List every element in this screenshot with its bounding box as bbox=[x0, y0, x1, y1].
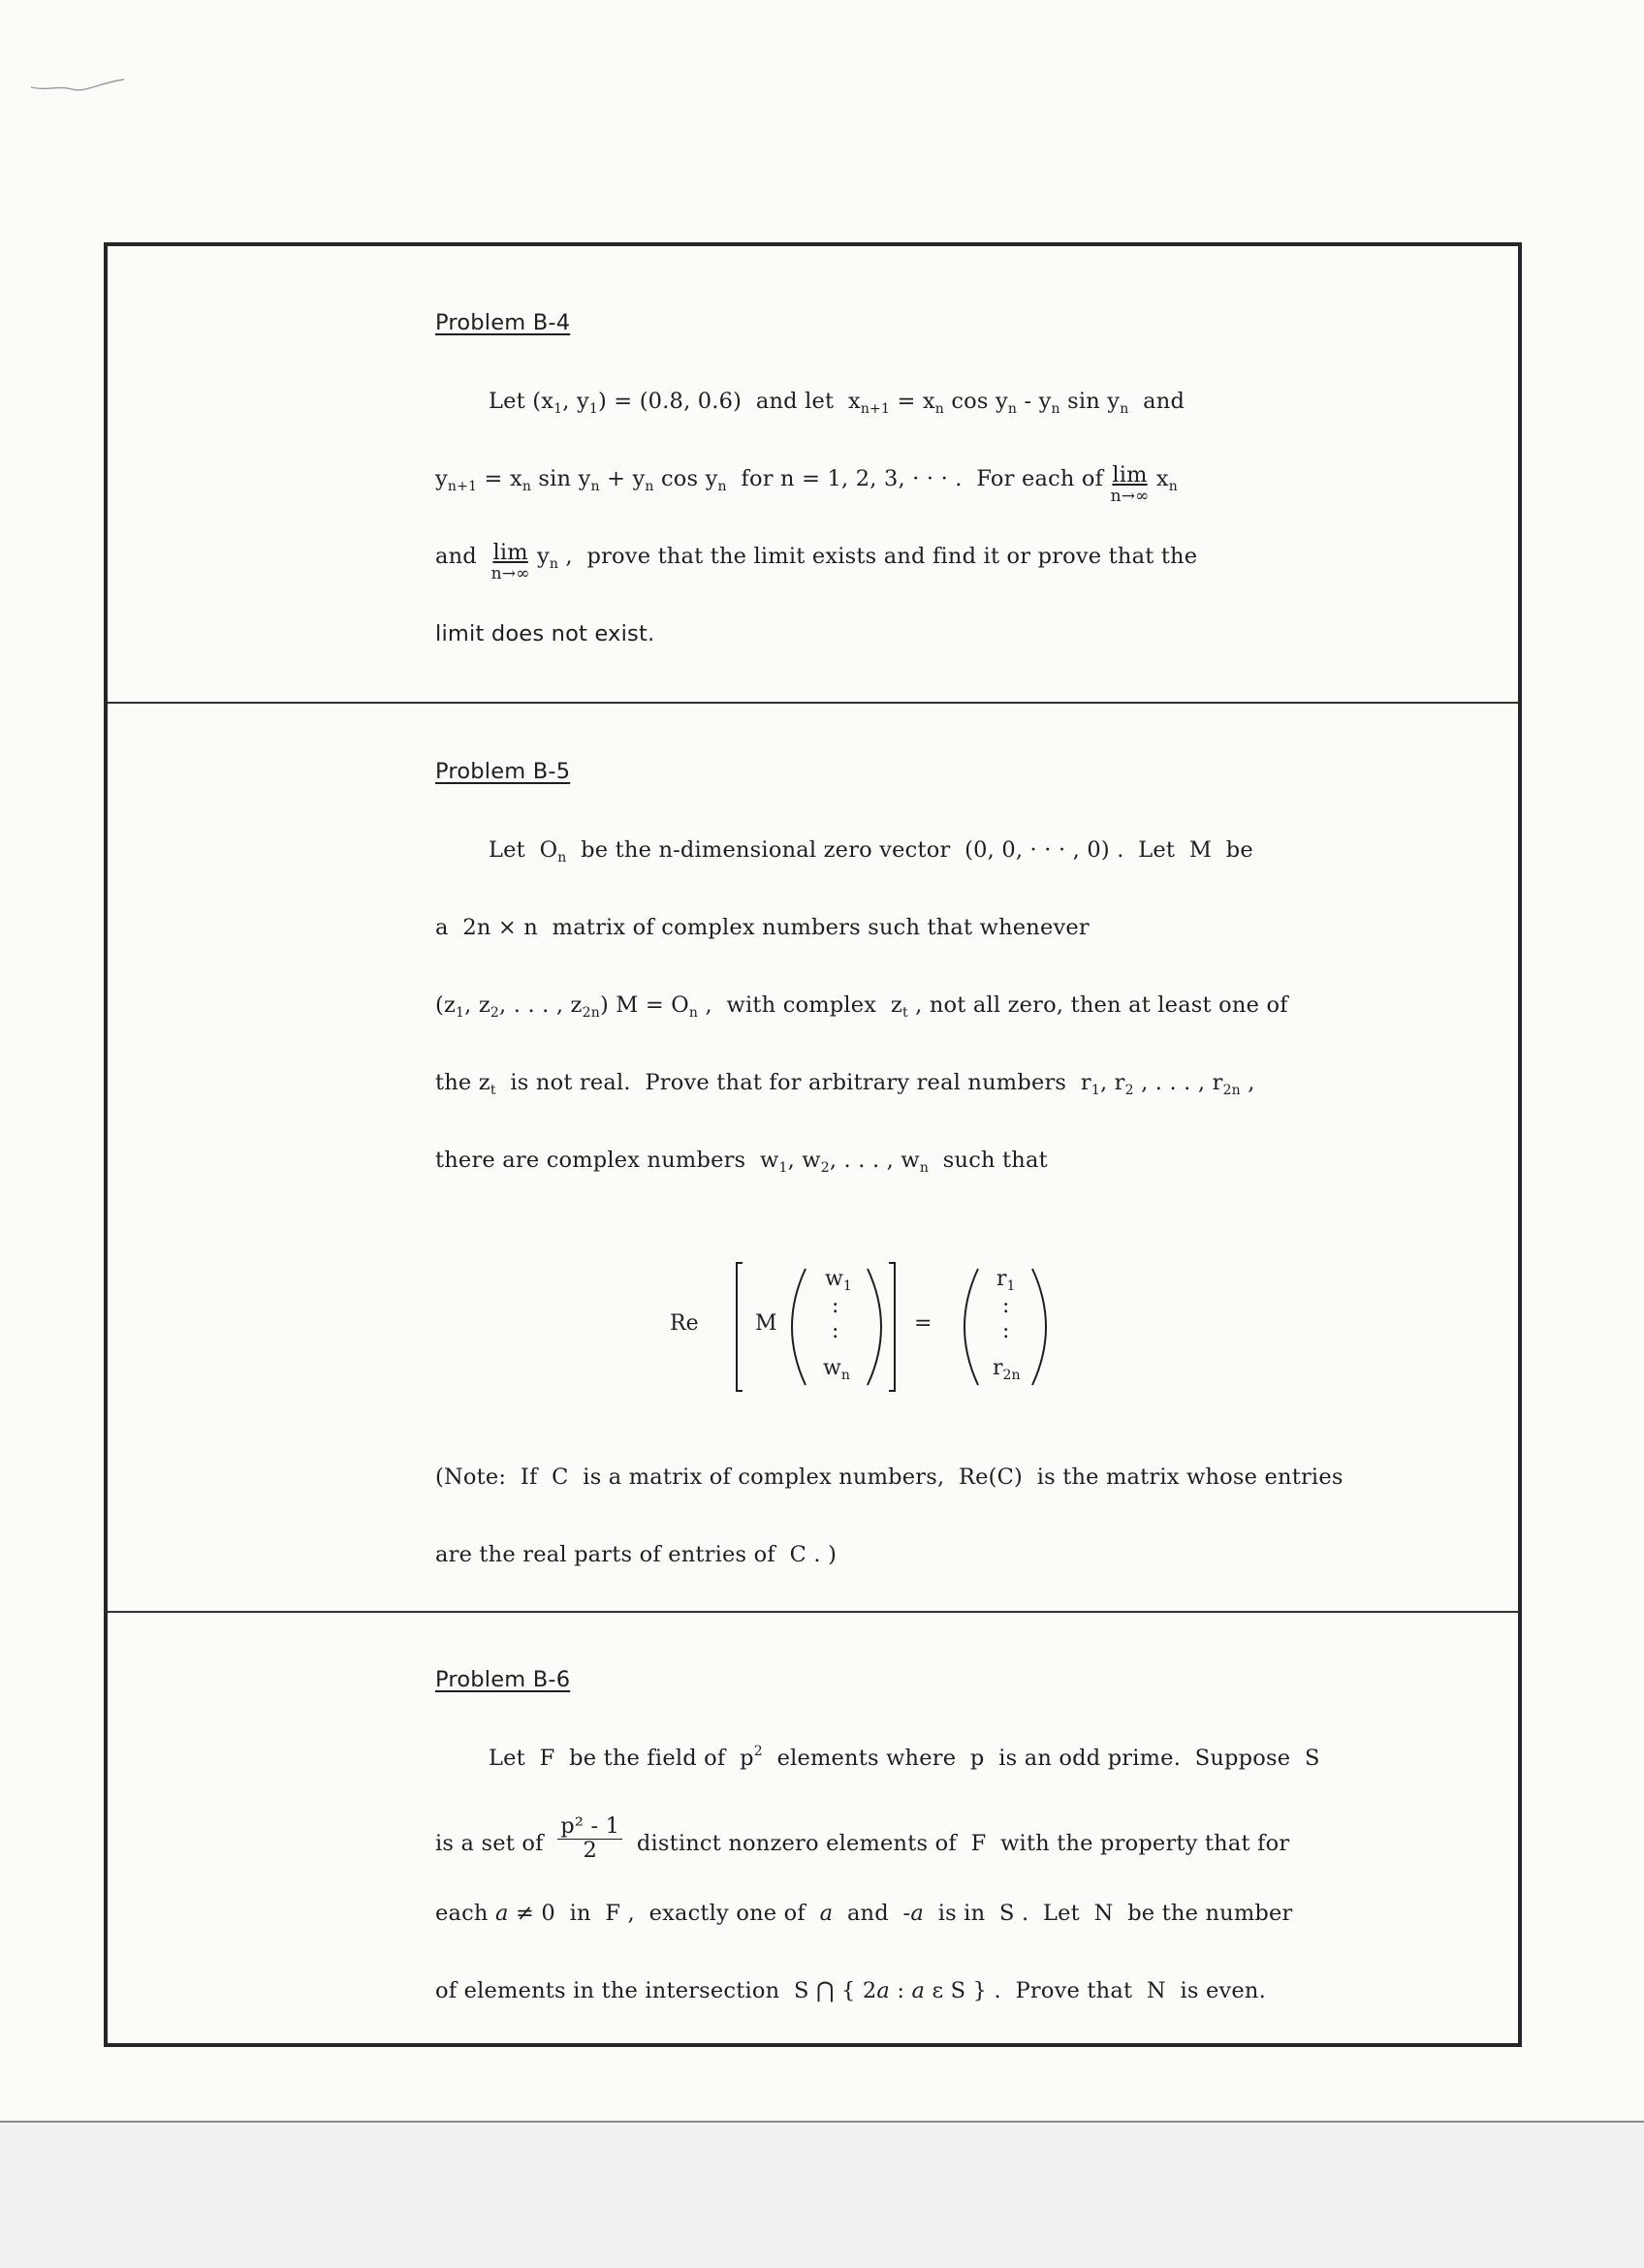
problem-frame bbox=[104, 242, 1522, 2047]
problem-b5-line-1: Let $O_n$ be the n-dimensional zero vector (0, 0, · · · , 0) . Let M be bbox=[489, 837, 1253, 866]
wn-entry: $w_n$ bbox=[823, 1356, 850, 1383]
problem-b5-line-2: a 2n × n matrix of complex numbers such that whenever bbox=[435, 915, 1090, 940]
matrix-m: M bbox=[755, 1311, 777, 1336]
problem-b5-line-4: the $z_t$ is not real. Prove that for arbitrary real numbers $r_1$, $r_2$ , . . . , $r_{2n}$ , bbox=[435, 1070, 1255, 1098]
w1-entry: $w_1$ bbox=[825, 1267, 852, 1294]
page-bottom-edge bbox=[0, 2121, 1644, 2268]
problem-b4-line-3: and lim n→∞ $y_n$ , prove that the limit exists and find it or prove that the bbox=[435, 540, 1198, 583]
problem-b4-line-2: $y_{n+1} = x_n$ $\sin y_n + y_n$ $\cos y_n$ for n = 1, 2, 3, · · · . For each of lim n→∞ $x_n$ bbox=[435, 462, 1178, 506]
limit-operator: lim n→∞ bbox=[1110, 462, 1150, 506]
problem-b5-line-5: there are complex numbers $w_1$, $w_2$, . . . , $w_n$ such that bbox=[435, 1148, 1048, 1176]
equals-sign: = bbox=[914, 1311, 933, 1336]
problem-b4-line-4: limit does not exist. bbox=[435, 621, 655, 646]
r1-entry: $r_1$ bbox=[996, 1267, 1016, 1294]
divider-b5-b6 bbox=[108, 1611, 1518, 1613]
problem-b6-line-2: is a set of $\frac{\text{p² - 1}}{2}$ distinct nonzero elements of F with the property that for bbox=[435, 1813, 1290, 1863]
r2n-entry: $r_{2n}$ bbox=[993, 1356, 1021, 1383]
matrix-equation bbox=[670, 1259, 1174, 1395]
problem-b4-line-1: Let ($x_1$, $y_1) = (0.8$, 0.6) and let $x_{n+1} = x_n$ $\cos y_n - y_n$ $\sin y_n$ and bbox=[489, 389, 1186, 417]
limit-operator: lim n→∞ bbox=[490, 540, 530, 583]
problem-b5-note-line-1: (Note: If C is a matrix of complex numbers, Re(C) is the matrix whose entries bbox=[435, 1465, 1344, 1490]
fraction-p2-minus-1-over-2: $\frac{\text{p² - 1}}{2}$ bbox=[557, 1815, 622, 1862]
problem-b6-title: Problem B-6 bbox=[435, 1667, 571, 1692]
w-vdots: : bbox=[832, 1319, 839, 1343]
w-vdots: : bbox=[832, 1294, 839, 1318]
problem-b4-title: Problem B-4 bbox=[435, 310, 571, 335]
problem-b6-line-1: Let F be the field of $p^2$ elements where p is an odd prime. Suppose S bbox=[489, 1744, 1320, 1771]
pencil-mark bbox=[29, 66, 136, 95]
problem-b5-note-line-2: are the real parts of entries of C . ) bbox=[435, 1542, 838, 1567]
r-vdots: : bbox=[1002, 1294, 1010, 1318]
r-vdots: : bbox=[1002, 1319, 1010, 1343]
problem-b6-line-3: each a ≠ 0 in F , exactly one of a and -a is in S . Let N be the number bbox=[435, 1901, 1293, 1926]
divider-b4-b5 bbox=[108, 702, 1518, 704]
problem-b5-line-3: ($z_1$, $z_2$, . . . , $z_{2n}$) $M = O_n$ , with complex $z_t$ , not all zero, then at least one of bbox=[435, 992, 1288, 1021]
problem-b6-line-4: of elements in the intersection S ⋂ { 2a : a ε S } . Prove that N is even. bbox=[435, 1978, 1266, 2003]
problem-b5-title: Problem B-5 bbox=[435, 759, 571, 784]
re-operator: Re bbox=[670, 1311, 699, 1336]
